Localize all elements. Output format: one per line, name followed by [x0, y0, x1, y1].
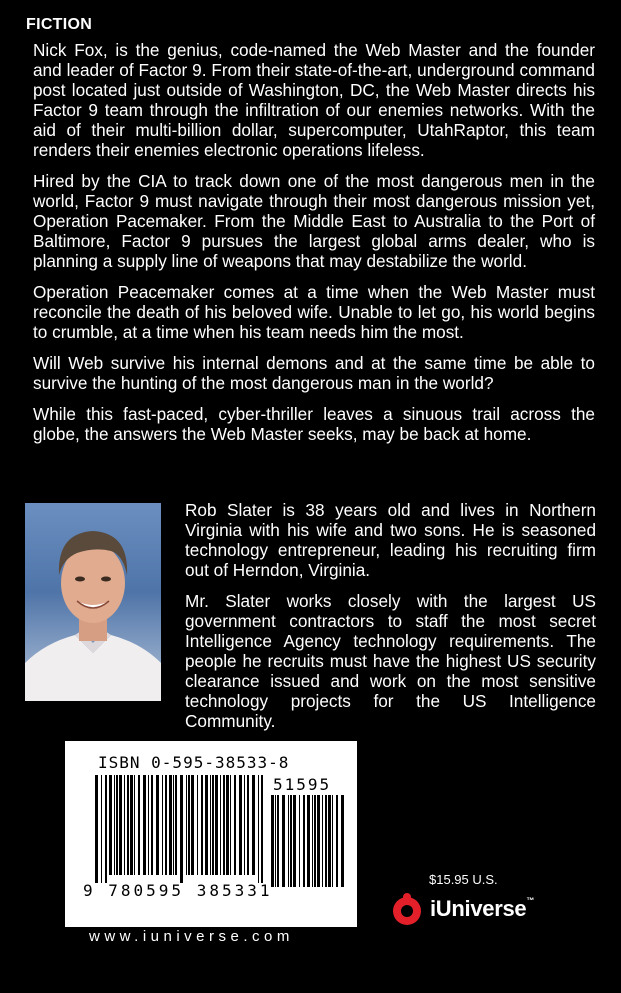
barcode-bar — [105, 775, 107, 883]
isbn-number: ISBN 0-595-38533-8 — [98, 753, 290, 772]
barcode-bar — [252, 775, 255, 875]
barcode-bar — [277, 795, 279, 887]
barcode-bar — [312, 795, 313, 887]
publisher-website: www.iuniverse.com — [89, 928, 294, 945]
retail-price: $15.95 U.S. — [429, 872, 498, 887]
barcode-bar — [101, 775, 102, 883]
publisher-logo — [390, 892, 534, 926]
barcode-bar — [109, 775, 112, 875]
barcode-bar — [162, 775, 163, 875]
barcode-bar — [186, 775, 187, 875]
isbn-barcode — [65, 741, 357, 927]
barcode-bar — [223, 775, 225, 875]
barcode-bar — [328, 795, 331, 887]
barcode-bar — [188, 775, 190, 875]
barcode-bar — [332, 795, 333, 887]
barcode-bar — [156, 775, 159, 875]
barcode-bar — [130, 775, 133, 875]
barcode-bar — [197, 775, 198, 875]
barcode-bar — [138, 775, 140, 875]
barcode-bar — [341, 795, 344, 887]
ean-digits: 9 780595 385331 — [83, 881, 273, 900]
barcode-bar — [275, 795, 276, 887]
barcode-bar — [290, 795, 292, 887]
barcode-bar — [244, 775, 245, 875]
barcode-bar — [143, 775, 146, 875]
bio-paragraph: Rob Slater is 38 years old and lives in Northern Virginia with his wife and two sons. He is seasoned technology entrepreneur, leading his recruiting firm out of Herndon, Virginia. — [185, 500, 596, 580]
barcode-bar — [134, 775, 135, 875]
barcode-bar — [288, 795, 289, 887]
book-blurb — [33, 40, 595, 455]
barcode-bar — [173, 775, 174, 875]
barcode-bar — [234, 775, 236, 875]
barcode-bar — [239, 775, 242, 875]
author-photo — [25, 503, 161, 701]
barcode-bar — [210, 775, 211, 875]
barcode-bar — [212, 775, 214, 875]
price-code-digits: 51595 — [273, 775, 332, 794]
barcode-bar — [215, 775, 218, 875]
blurb-paragraph: Operation Peacemaker comes at a time when the Web Master must reconcile the death of his beloved wife. Unable to let go, his world begins to crumble, at a time when his team needs him the most. — [33, 282, 595, 342]
barcode-bar — [95, 775, 98, 883]
barcode-bar — [127, 775, 129, 875]
barcode-bar — [258, 775, 259, 883]
barcode-bar — [180, 775, 183, 883]
barcode-bar — [226, 775, 229, 875]
barcode-bar — [303, 795, 305, 887]
barcode-bar — [293, 795, 296, 887]
barcode-bar — [165, 775, 167, 875]
addon-barcode-bars — [271, 795, 347, 895]
barcode-bar — [175, 775, 177, 875]
barcode-bar — [271, 795, 274, 887]
barcode-bar — [247, 775, 249, 875]
barcode-bar — [116, 775, 118, 875]
barcode-bar — [325, 795, 327, 887]
barcode-bar — [261, 775, 263, 883]
barcode-bar — [191, 775, 194, 875]
barcode-bar — [314, 795, 316, 887]
barcode-bar — [169, 775, 172, 875]
barcode-bar — [230, 775, 231, 875]
ean-barcode-bars — [95, 775, 267, 883]
barcode-bar — [119, 775, 122, 875]
barcode-bar — [114, 775, 115, 875]
barcode-bar — [336, 795, 338, 887]
barcode-bar — [151, 775, 153, 875]
barcode-bar — [307, 795, 310, 887]
blurb-paragraph: Will Web survive his internal demons and at the same time be able to survive the hunting of the most dangerous man in the world? — [33, 353, 595, 393]
barcode-bar — [124, 775, 125, 875]
blurb-paragraph: While this fast-paced, cyber-thriller leaves a sinuous trail across the globe, the answers the Web Master seeks, may be back at home. — [33, 404, 595, 444]
genre-label: FICTION — [26, 16, 93, 33]
barcode-bar — [299, 795, 300, 887]
blurb-paragraph: Nick Fox, is the genius, code-named the Web Master and the founder and leader of Factor 9. From their state-of-the-art, underground command post located just outside of Washington, DC, the Web Master directs his Factor 9 team through the infiltration of our enemies networks. With the aid of their multi-billion dollar, supercomputer, UtahRaptor, this team renders their enemies electronic operations lifeless. — [33, 40, 595, 160]
author-bio — [185, 500, 596, 742]
barcode-bar — [148, 775, 149, 875]
bio-paragraph: Mr. Slater works closely with the largest US government contractors to staff the most secret Intelligence Agency technology requirements. The people he recruits must have the highest US security clearance issued and work on the most sensitive technology projects for the US Intelligence Community. — [185, 591, 596, 731]
barcode-bar — [201, 775, 203, 875]
publisher-name: iUniverse™ — [430, 896, 535, 921]
barcode-bar — [317, 795, 320, 887]
barcode-bar — [205, 775, 208, 875]
blurb-paragraph: Hired by the CIA to track down one of the most dangerous men in the world, Factor 9 must navigate through their most dangerous mission yet, Operation Pacemaker. From the Middle East to Australia to the Port of Baltimore, Factor 9 pursues the largest global arms dealer, who is planning a supply line of weapons that may destabilize the world. — [33, 171, 595, 271]
barcode-bar — [322, 795, 323, 887]
barcode-bar — [282, 795, 285, 887]
iuniverse-icon — [390, 892, 424, 926]
barcode-bar — [220, 775, 221, 875]
